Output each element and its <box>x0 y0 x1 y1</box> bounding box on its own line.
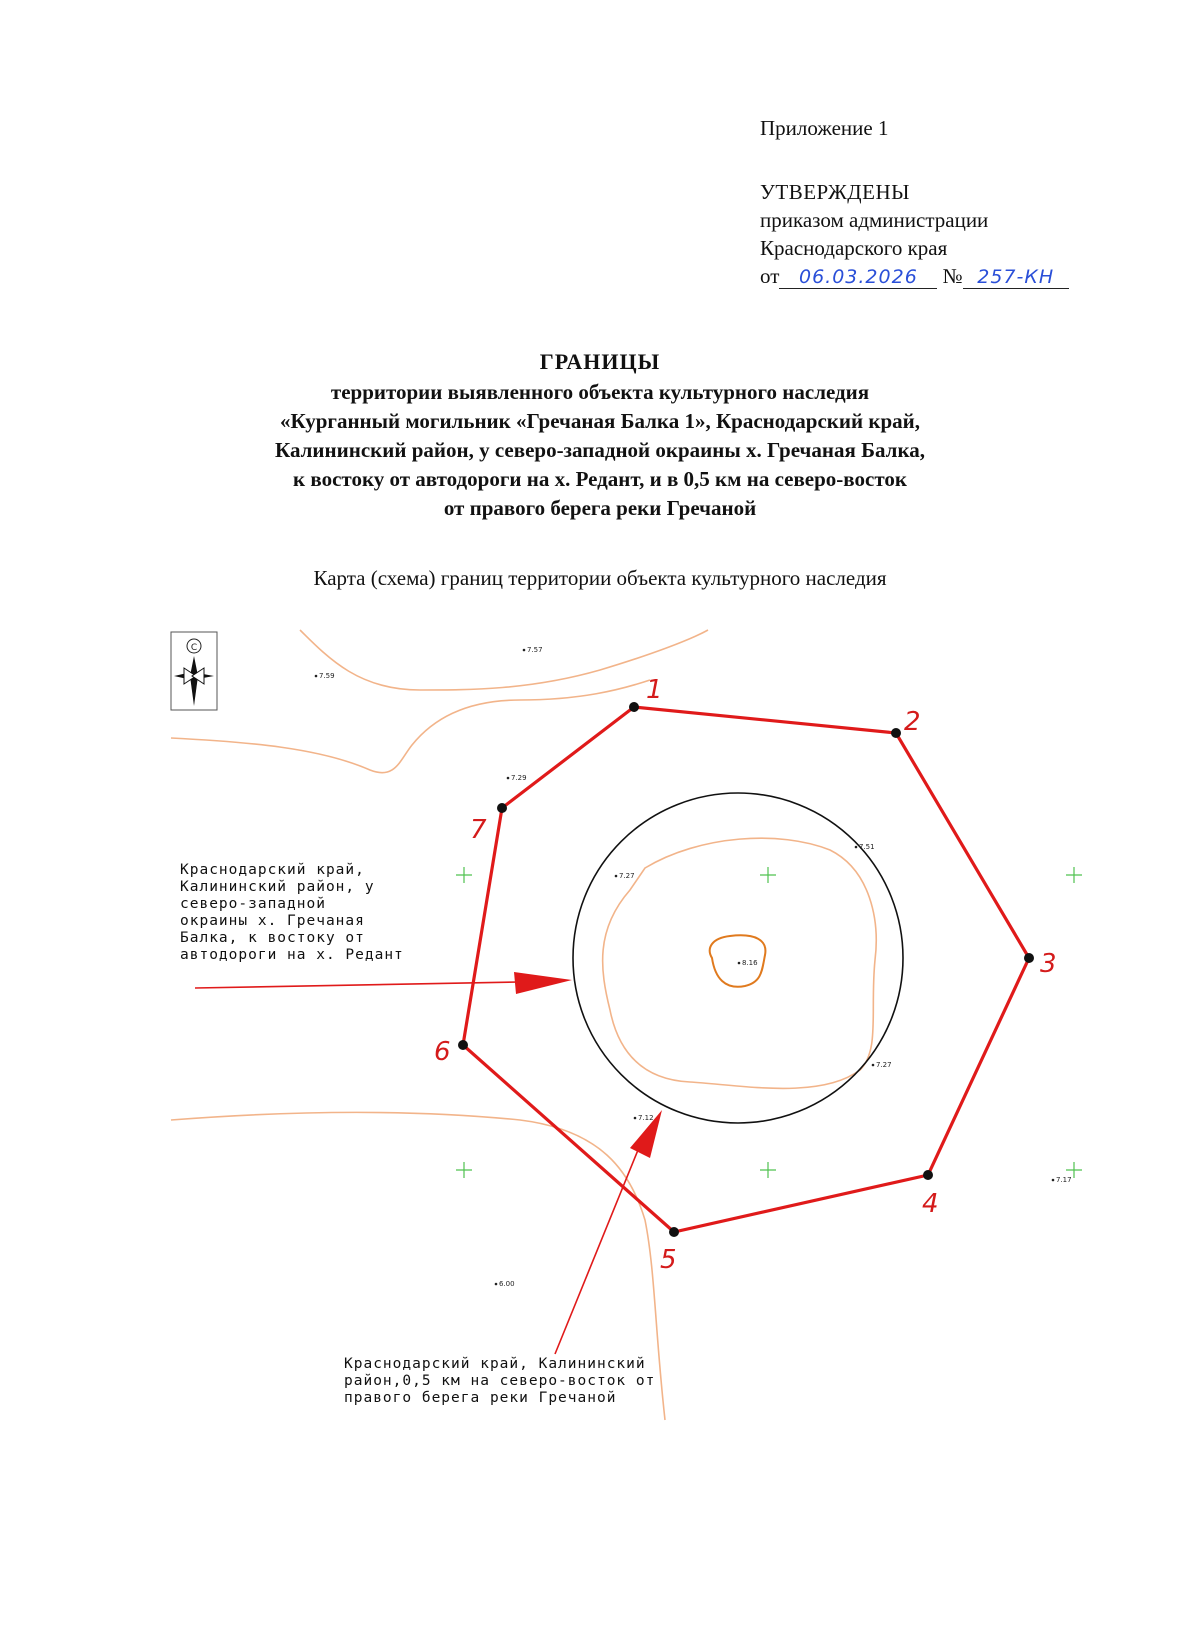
elevation-label: 7.29 <box>511 774 527 782</box>
title-line-3: Калининский район, у северо-западной окраины х. Гречаная Балка, <box>275 438 925 462</box>
approved-label: УТВЕРЖДЕНЫ <box>760 180 910 204</box>
title-line-5: от правого берега реки Гречаной <box>443 496 757 520</box>
vertex-label-7: 7 <box>470 815 487 845</box>
vertex-label-4: 4 <box>922 1189 939 1219</box>
title-line-2: «Курганный могильник «Гречаная Балка 1», Краснодарский край, <box>280 409 920 433</box>
order-date: 06.03.2026 <box>799 266 918 288</box>
elevation-marks <box>315 646 1072 1288</box>
vertex-label-3: 3 <box>1040 949 1057 979</box>
order-number: 257-КН <box>977 266 1055 288</box>
approval-line-2: Краснодарского края <box>760 236 948 260</box>
appendix-label: Приложение 1 <box>760 116 889 140</box>
vertex-points <box>458 702 1034 1237</box>
map-caption: Карта (схема) границ территории объекта культурного наследия <box>313 566 887 590</box>
elevation-label: 8.16 <box>742 959 758 967</box>
bottom-pointer-arrow <box>555 1110 662 1354</box>
elevation-label: 7.27 <box>619 872 635 880</box>
contour-lines <box>171 630 876 1420</box>
elevation-label: 7.51 <box>859 843 875 851</box>
number-label: № <box>942 264 963 288</box>
elevation-label: 7.17 <box>1056 1176 1072 1184</box>
note-left: Краснодарский край, Калининский район, у северо-западной окраины х. Гречаная Балка, к востоку от автодороги на х. Редант <box>180 862 404 963</box>
title-line-1: территории выявленного объекта культурного наследия <box>330 380 870 404</box>
elevation-label: 7.27 <box>876 1061 892 1069</box>
elevation-label: 7.12 <box>638 1114 654 1122</box>
approval-line-1: приказом администрации <box>760 208 989 232</box>
note-bottom: Краснодарский край, Калининский район,0,5 км на северо-восток от правого берега реки Гречаной <box>344 1356 656 1406</box>
vertex-label-2: 2 <box>904 707 921 737</box>
title-line-4: к востоку от автодороги на х. Редант, и в 0,5 км на северо-восток <box>293 467 907 491</box>
compass-icon <box>171 632 217 710</box>
left-pointer-arrow <box>195 972 572 994</box>
vertex-label-6: 6 <box>434 1037 451 1067</box>
elevation-label: 7.57 <box>527 646 543 654</box>
vertex-label-1: 1 <box>646 675 663 705</box>
elevation-label: 6.00 <box>499 1280 515 1288</box>
vertex-label-5: 5 <box>660 1245 677 1275</box>
compass-label: С <box>190 643 198 653</box>
boundary-polygon <box>463 707 1029 1232</box>
title-main: ГРАНИЦЫ <box>539 349 661 374</box>
grid-crosses <box>456 867 1082 1178</box>
from-label: от <box>760 264 780 288</box>
elevation-label: 7.59 <box>319 672 335 680</box>
